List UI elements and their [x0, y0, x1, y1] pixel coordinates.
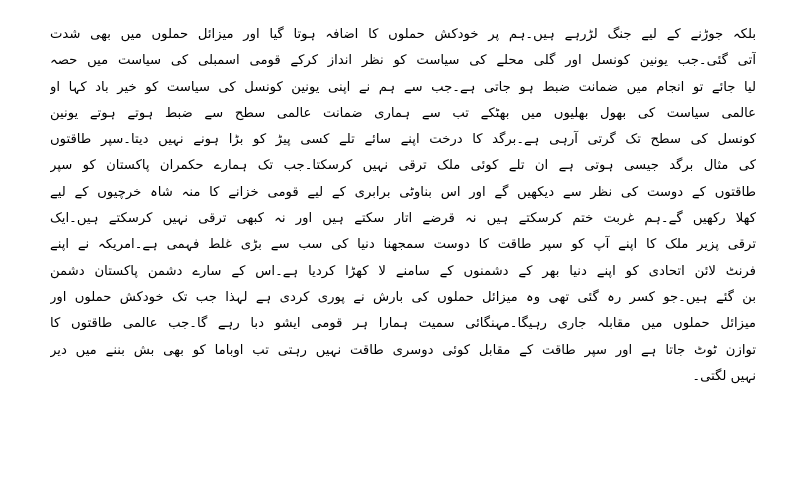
text-line-12: میزائل حملوں میں مقابلہ جاری رہیگا۔مہنگائی سمیت ہمارا ہر قومی ایشو دبا رہے گا۔جب عالمی طاقتوں کا	[50, 316, 756, 332]
text-line-7: طاقتوں کے دوست کی نظر سے دیکھیں گے اور اس بناوٹی برابری کے لیے قومی خزانے کا منہ شاہ خرچیوں کے لیے	[50, 184, 756, 200]
urdu-article-text	[50, 22, 756, 390]
text-line-3: لیا جائے تو انجام میں ضمانت ضبط ہو جاتی ہے۔جب سے ہم نے اپنی یونین کونسل کی سیاست کو خیر باد کہا او	[50, 79, 756, 95]
text-line-14: نہیں لگتی۔	[692, 368, 756, 384]
text-line-8: کھلا رکھیں گے۔ہم غربت ختم کرسکتے ہیں نہ قرضے اتار سکتے ہیں اور نہ کبھی ترقی نہیں کرسکتے ہیں۔ایک	[50, 211, 756, 227]
text-line-13: توازن ٹوٹ جاتا ہے اور سپر طاقت کے مقابل کوئی دوسری طاقت نہیں رہتی تب اوباما کو بھی بش بننے میں دیر	[50, 342, 756, 358]
text-line-5: کونسل کی سطح تک گرتی آرہی ہے۔برگد کا درخت اپنے سائے تلے کسی پیڑ کو بڑا ہونے نہیں دیتا۔سپر طاقتوں	[50, 132, 756, 148]
text-line-2: آتی گئی۔جب یونین کونسل اور گلی محلے کی سیاست کو نظر انداز کرکے قومی اسمبلی کی سیاست میں حصہ	[50, 53, 756, 69]
text-line-1: بلکہ جوڑنے کے لیے جنگ لڑرہے ہیں۔ہم پر خودکش حملوں کا اضافہ ہوتا گیا اور میزائل حملوں میں بھی شدت	[50, 27, 756, 42]
text-line-6: کی مثال برگد جیسی ہوتی ہے ان تلے کوئی ملک ترقی نہیں کرسکتا۔جب تک ہمارے حکمران پاکستان کو سپر	[50, 158, 756, 174]
text-line-4: عالمی سیاست کی بھول بھلیوں میں بھٹکے تب سے ہماری ضمانت عالمی سطح سے ضبط ہوتے ہوتے یونین	[50, 105, 756, 121]
text-line-10: فرنٹ لائن اتحادی کو اپنے دنیا بھر کے دشمنوں کے سامنے لا کھڑا کردیا ہے۔اس کے سارے دشمن پاکستان دشمن	[50, 263, 756, 279]
text-line-9: ترقی پزیر ملک کا اپنے آپ کو سپر طاقت کا دوست سمجھنا دنیا کی سب سے بڑی غلط فہمی ہے۔امریکہ نے اپنے	[50, 237, 756, 253]
text-line-11: بن گئے ہیں۔جو کسر رہ گئی تھی وہ میزائل حملوں کی بارش نے پوری کردی ہے لہذا جب تک خودکش حملوں اور	[50, 289, 756, 305]
